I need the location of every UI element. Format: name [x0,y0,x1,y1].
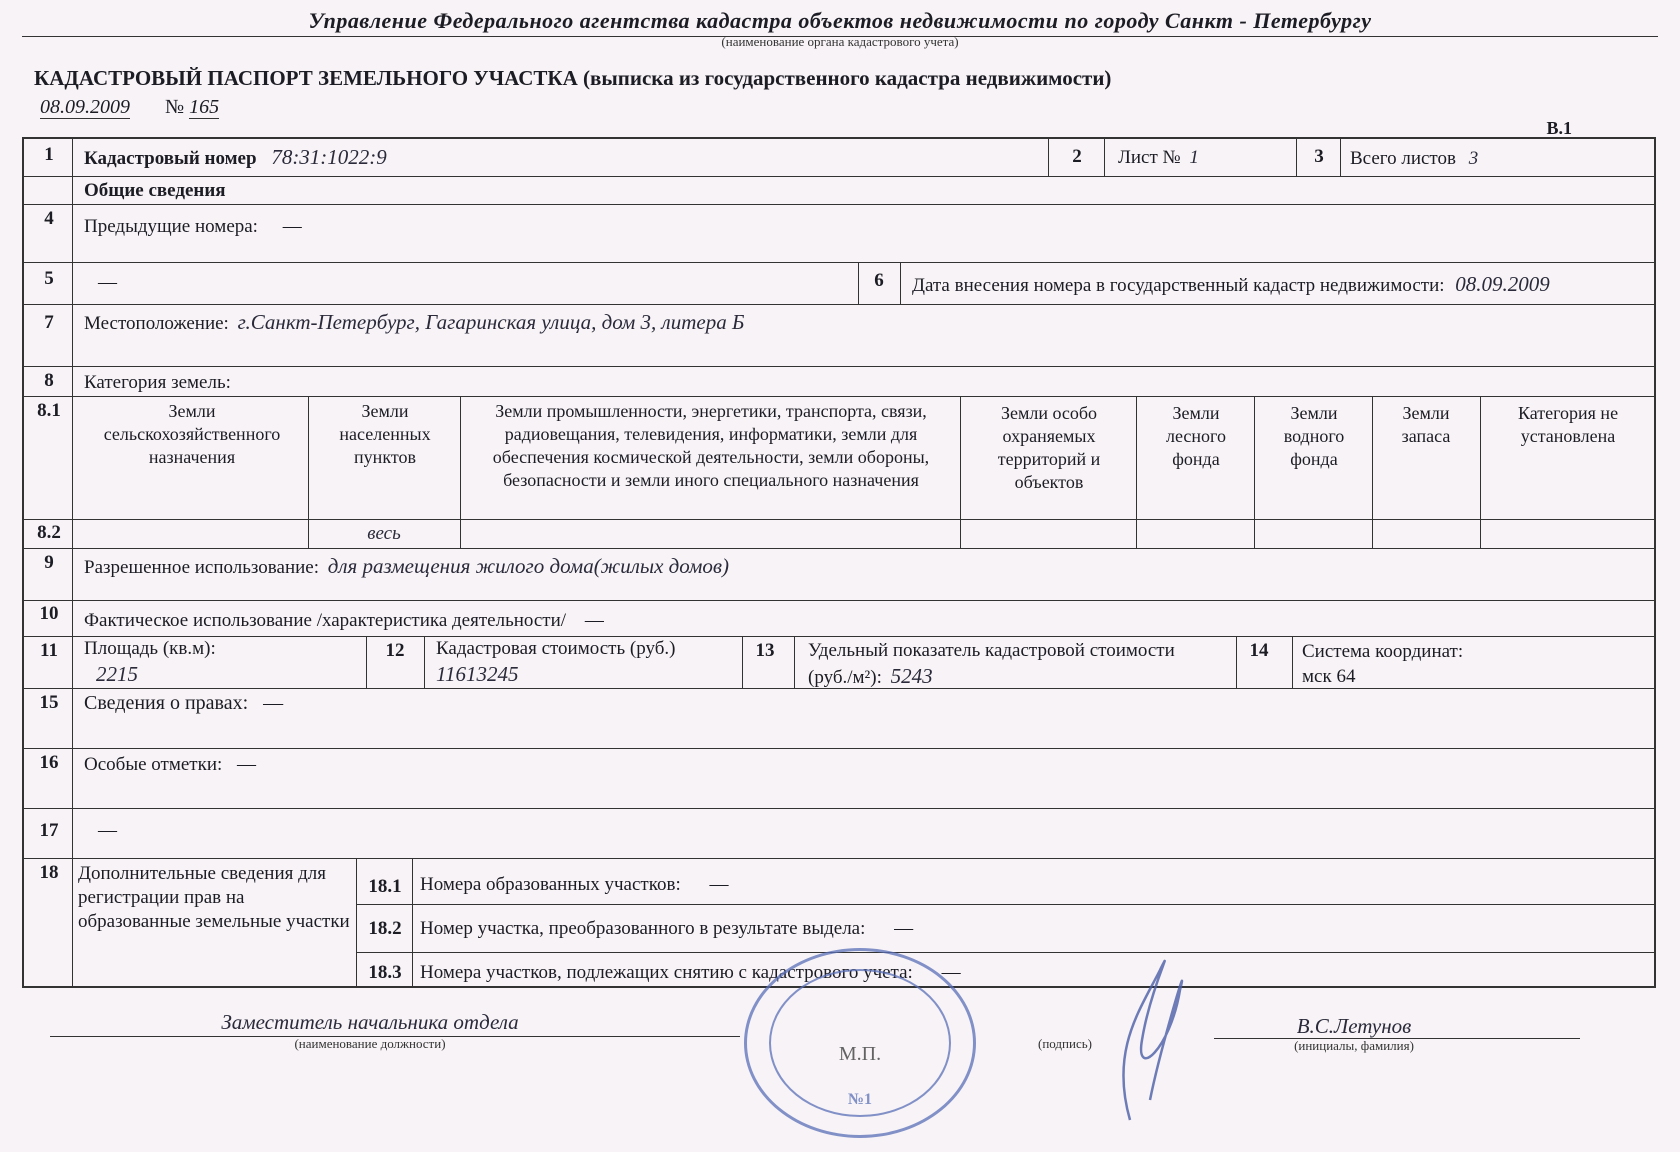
deregistered-plots-label: Номера участков, подлежащих снятию с кадастрового учета: [420,962,913,983]
agency-name: Управление Федерального агентства кадастра объектов недвижимости по городу Санкт - Петербургу [308,8,1372,33]
general-info-heading: Общие сведения [84,180,226,201]
cadastral-value-value: 11613245 [436,662,519,686]
coordinate-system-value: мск 64 [1302,666,1356,687]
special-notes-value: — [237,754,257,775]
category-forest: Земли лесного фонда [1166,403,1226,469]
h-line-3 [24,262,1654,263]
previous-numbers-label: Предыдущие номера: [84,216,258,237]
cadastral-number-label: Кадастровый номер [84,148,257,169]
row-3-number: 3 [1314,146,1324,167]
v-line-cat-3 [960,396,961,548]
previous-numbers-field [84,216,302,238]
cadastral-value-label: Кадастровая стоимость (руб.) [436,638,676,659]
total-sheets-value: 3 [1468,148,1479,169]
specific-value-value: 5243 [890,664,933,688]
formed-plots-field [420,874,729,896]
h-line-4 [24,304,1654,305]
sheet-label: Лист № [1118,147,1181,168]
h-line-8 [24,548,1654,549]
category-reserve: Земли запаса [1401,403,1451,446]
row-5-number: 5 [44,268,54,289]
row-18-2-number: 18.2 [368,918,402,939]
registration-date-field [912,272,1550,297]
h-line-2 [24,204,1654,205]
v-line-r2b [1104,139,1105,176]
specific-value-field [808,664,933,689]
specific-value-unit: (руб./м²): [808,667,882,688]
v-line-r13b [794,636,795,688]
rights-field [84,692,283,715]
row-12-number: 12 [385,640,405,661]
special-notes-field [84,754,256,776]
number-label: № [165,96,185,118]
h-line-1 [24,176,1654,177]
document-number: 165 [189,96,220,118]
h-line-13 [24,808,1654,809]
category-not-established: Категория не установлена [1517,403,1619,446]
row-18-number: 18 [39,862,59,883]
formed-plots-value: — [709,874,729,895]
row-6-number: 6 [874,270,884,291]
signature-scribble [1080,930,1220,1130]
row-1-number: 1 [44,144,54,165]
row-17-number: 17 [39,820,59,841]
seal-number: №1 [847,1091,873,1108]
row-8-number: 8 [44,370,54,391]
h-line-18-2 [356,904,1654,905]
v-line-r12b [424,636,425,688]
actual-use-value: — [584,610,604,631]
transformed-plot-label: Номер участка, преобразованного в результате выдела: [420,918,866,939]
row-4-number: 4 [44,208,54,229]
location-label: Местоположение: [84,313,229,334]
h-line-7 [24,519,1654,520]
row-16-number: 16 [39,752,59,773]
location-value: г.Санкт-Петербург, Гагаринская улица, дом 3, литера Б [237,310,745,334]
v-line-r12 [366,636,367,688]
row-5-value: — [98,272,117,293]
row-2-number: 2 [1072,146,1082,167]
row-18-1-number: 18.1 [368,876,402,897]
row-10-number: 10 [39,603,59,624]
seal-mp-label: М.П. [838,1043,882,1065]
total-sheets-label: Всего листов [1350,148,1456,169]
row-9-number: 9 [44,552,54,573]
h-line-12 [24,748,1654,749]
area-value: 2215 [96,662,138,686]
signature-caption: (подпись) [1038,1036,1092,1051]
v-line-r18b [412,858,413,986]
row-14-number: 14 [1249,640,1269,661]
h-line-14 [24,858,1654,859]
additional-info-label: Дополнительные сведения для регистрации прав на образованные земельные участки [78,863,350,932]
area-label: Площадь (кв.м): [84,638,216,659]
registration-date-label: Дата внесения номера в государственный кадастр недвижимости: [912,275,1445,296]
permitted-use-field [84,554,729,579]
document-date: 08.09.2009 [40,96,130,118]
transformed-plot-value: — [894,918,914,939]
row-13-number: 13 [755,640,775,661]
permitted-use-value: для размещения жилого дома(жилых домов) [327,554,730,578]
total-sheets-field [1350,148,1478,170]
h-line-10 [24,636,1654,637]
date-line [40,96,219,119]
row-17-value: — [98,820,117,841]
form-code: В.1 [1546,118,1572,138]
permitted-use-label: Разрешенное использование: [84,557,320,578]
v-line-r18 [356,858,357,986]
category-industry: Земли промышленности, энергетики, транспорта, связи, радиовещания, телевидения, информатики, земли для обеспечения космической деятельности, земли обороны, безопасности и земли иного специального назначения [492,401,930,490]
row-7-number: 7 [44,312,54,333]
document-title: КАДАСТРОВЫЙ ПАСПОРТ ЗЕМЕЛЬНОГО УЧАСТКА (выписка из государственного кадастра недвижимости) [34,66,1112,90]
actual-use-field [84,610,604,632]
agency-caption: (наименование органа кадастрового учета) [721,34,959,49]
h-line-6 [24,396,1654,397]
location-field [84,310,744,335]
rights-value: — [263,692,284,714]
v-line-r2 [1048,139,1049,176]
transformed-plot-field [420,918,913,940]
cadastral-number-field [84,145,387,170]
rights-label: Сведения о правах: [84,692,249,714]
v-line-cat-7 [1480,396,1481,548]
h-line-9 [24,600,1654,601]
category-water: Земли водного фонда [1283,403,1345,469]
actual-use-label: Фактическое использование /характеристика деятельности/ [84,610,567,631]
sheet-field [1118,147,1199,169]
name-caption: (инициалы, фамилия) [1294,1038,1414,1053]
row-11-number: 11 [40,640,58,661]
category-settlements: Земли населенных пунктов [339,401,431,467]
formed-plots-label: Номера образованных участков: [420,874,681,895]
h-line-5 [24,366,1654,367]
row-18-3-number: 18.3 [368,962,402,983]
special-notes-label: Особые отметки: [84,754,223,775]
v-line-cat-5 [1254,396,1255,548]
category-protected: Земли особо охраняемых территорий и объектов [997,403,1101,492]
row-15-number: 15 [39,692,59,713]
specific-value-label: Удельный показатель кадастровой стоимости [808,640,1175,661]
position-caption: (наименование должности) [294,1036,446,1051]
row-8-1-number: 8.1 [37,400,61,421]
cadastral-number-value: 78:31:1022:9 [271,145,387,169]
previous-numbers-value: — [282,216,302,237]
v-line-r14b [1292,636,1293,688]
v-line-cat-6 [1372,396,1373,548]
official-position: Заместитель начальника отдела [221,1010,519,1034]
h-line-18-3 [356,952,1654,953]
registration-date-value: 08.09.2009 [1455,272,1550,296]
v-line-cat-2 [460,396,461,548]
v-line-cat-4 [1136,396,1137,548]
sheet-value: 1 [1189,147,1199,168]
official-seal [744,948,976,1138]
coordinate-system-label: Система координат: [1302,641,1464,662]
category-agricultural: Земли сельскохозяйственного назначения [103,401,281,467]
land-category-label: Категория земель: [84,372,231,393]
row-8-2-number: 8.2 [37,522,61,543]
deregistered-plots-value: — [941,962,961,983]
official-name: В.С.Летунов [1296,1014,1412,1038]
settlements-value: весь [367,523,401,544]
